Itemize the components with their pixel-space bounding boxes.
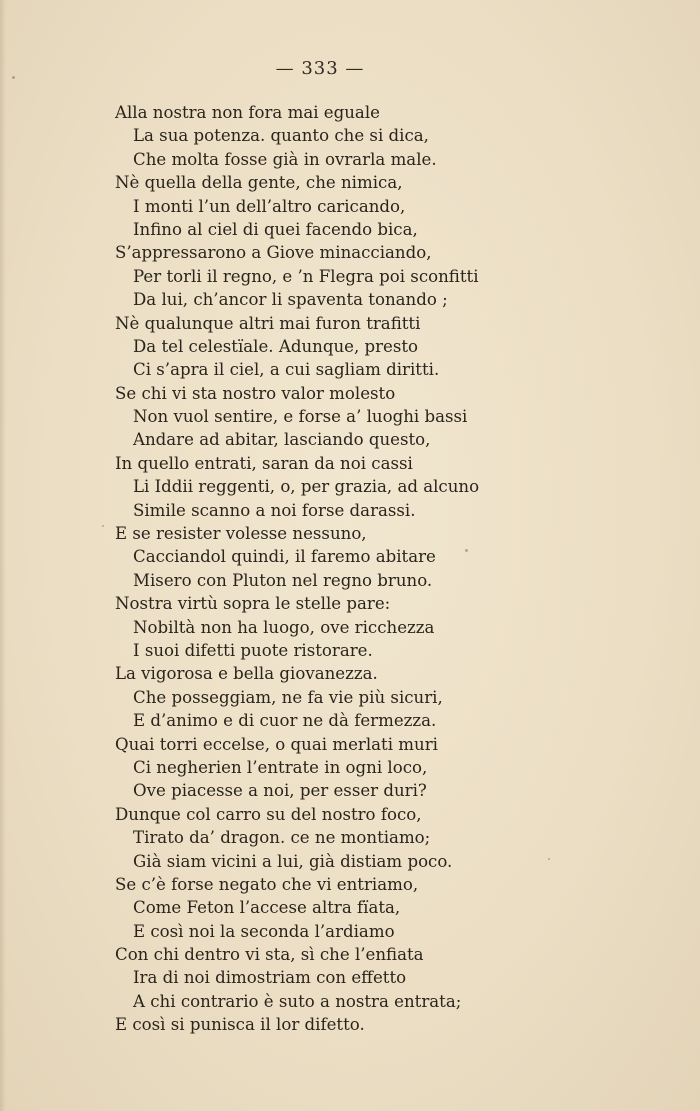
verse-line: La vigorosa e bella giovanezza. — [115, 664, 378, 684]
verse-line: Non vuol sentire, e forse a’ luoghi bassi — [133, 407, 468, 427]
verse-line: Già siam vicini a lui, già distiam poco. — [133, 851, 453, 871]
poem-text — [115, 101, 479, 1037]
paper-speck — [465, 549, 468, 552]
verse-line: I suoi difetti puote ristorare. — [133, 640, 373, 660]
verse-line: Cacciandol quindi, il faremo abitare — [133, 547, 436, 567]
verse-line: E così si punisca il lor difetto. — [115, 1015, 365, 1035]
verse-line: Ove piacesse a noi, per esser duri? — [133, 781, 427, 801]
verse-line: Da lui, ch’ancor li spaventa tonando ; — [133, 290, 448, 310]
verse-line: Se chi vi sta nostro valor molesto — [115, 383, 396, 403]
verse-line: Nè quella della gente, che nimica, — [115, 173, 403, 193]
verse-line: Ira di noi dimostriam con effetto — [133, 968, 407, 988]
verse-line: Alla nostra non fora mai eguale — [115, 103, 380, 122]
page-edge-shadow — [0, 0, 6, 1111]
verse-line: Nè qualunque altri mai furon trafitti — [115, 313, 421, 333]
verse-line: Se c’è forse negato che vi entriamo, — [115, 874, 419, 894]
verse-line: Infino al ciel di quei facendo bica, — [133, 219, 418, 239]
paper-speck — [548, 858, 550, 860]
verse-line: E se resister volesse nessuno, — [115, 524, 367, 544]
verse-line: Ci s’apra il ciel, a cui sagliam diritti. — [133, 360, 440, 380]
verse-line: Li Iddii reggenti, o, per grazia, ad alcuno — [133, 477, 480, 497]
verse-line: Da tel celestïale. Adunque, presto — [133, 336, 419, 356]
verse-line: Simile scanno a noi forse darassi. — [133, 500, 416, 520]
verse-line: Andare ad abitar, lasciando questo, — [133, 430, 431, 450]
verse-line: I monti l’un dell’altro caricando, — [133, 196, 406, 216]
verse-line: Tirato da’ dragon. ce ne montiamo; — [133, 828, 431, 848]
verse-line: Che molta fosse già in ovrarla male. — [133, 149, 437, 169]
verse-line: Ci negherien l’entrate in ogni loco, — [133, 757, 428, 777]
verse-line: Come Feton l’accese altra fïata, — [133, 898, 401, 918]
verse-line: A chi contrario è suto a nostra entrata; — [133, 991, 462, 1011]
verse-line: Misero con Pluton nel regno bruno. — [133, 570, 433, 590]
verse-line: Nobiltà non ha luogo, ove ricchezza — [133, 617, 435, 637]
verse-line: Che posseggiam, ne fa vie più sicuri, — [133, 687, 443, 707]
verse-line: Dunque col carro su del nostro foco, — [115, 804, 422, 824]
verse-line: Per torli il regno, e ’n Flegra poi sconfitti — [133, 266, 479, 286]
verse-line: E così noi la seconda l’ardiamo — [133, 921, 395, 941]
verse-line: Con chi dentro vi sta, sì che l’enfiata — [115, 945, 424, 965]
verse-line: S’appressarono a Giove minacciando, — [115, 243, 432, 263]
verse-line: Nostra virtù sopra le stelle pare: — [115, 594, 391, 614]
verse-line: Quai torri eccelse, o quai merlati muri — [115, 734, 438, 754]
verse-line: In quello entrati, saran da noi cassi — [115, 453, 413, 473]
verse-line: E d’animo e di cuor ne dà fermezza. — [133, 711, 437, 731]
verse-line: La sua potenza. quanto che si dica, — [133, 126, 429, 146]
paper-speck — [12, 76, 15, 79]
page-number: — 333 — — [275, 58, 365, 79]
paper-speck — [102, 525, 104, 527]
